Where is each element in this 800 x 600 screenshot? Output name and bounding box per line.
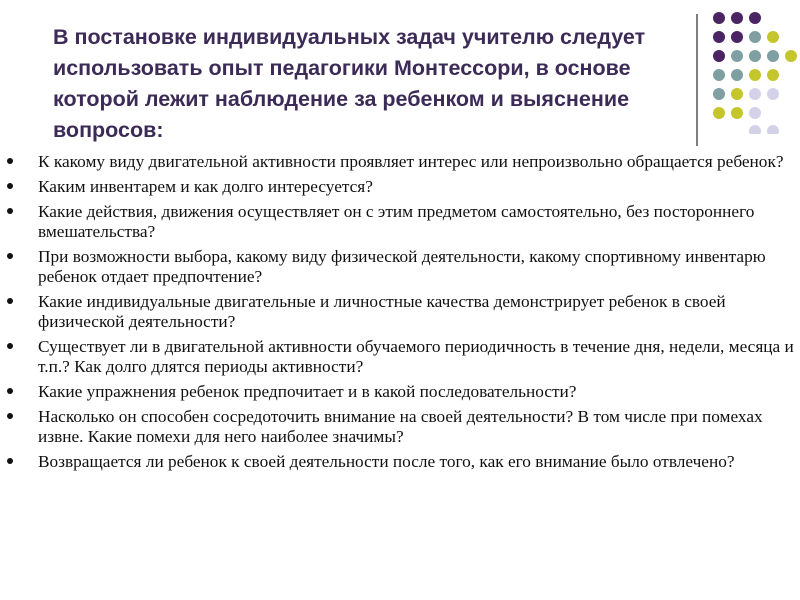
list-item xyxy=(0,202,800,242)
list-item xyxy=(0,452,800,472)
bullet-icon xyxy=(7,158,13,164)
list-item-text: Возвращается ли ребенок к своей деятельности после того, как его внимание было отвлечено? xyxy=(38,452,735,471)
bullet-icon xyxy=(7,208,13,214)
list-item-text: Существует ли в двигательной активности обучаемого периодичность в течение дня, недели, месяца и т.п.? Как долго длятся периоды активности? xyxy=(38,337,794,376)
bullet-icon xyxy=(7,183,13,189)
list-item-text: Каким инвентарем и как долго интересуется? xyxy=(38,177,373,196)
list-item-text: При возможности выбора, какому виду физической деятельности, какому спортивному инвентарю ребенок отдает предпочтение? xyxy=(38,247,766,286)
list-item-text: К какому виду двигательной активности проявляет интерес или непроизвольно обращается ребенок? xyxy=(38,152,784,171)
list-item-text: Какие индивидуальные двигательные и личностные качества демонстрирует ребенок в своей физической деятельности? xyxy=(38,292,726,331)
list-item xyxy=(0,337,800,377)
list-item-text: Какие действия, движения осуществляет он с этим предметом самостоятельно, без постороннего вмешательства? xyxy=(38,202,755,241)
bullet-icon xyxy=(7,343,13,349)
bullet-icon xyxy=(7,253,13,259)
list-item-text: Какие упражнения ребенок предпочитает и в какой последовательности? xyxy=(38,382,577,401)
list-item-text: Насколько он способен сосредоточить внимание на своей деятельности? В том числе при помехах извне. Какие помехи для него наиболее значимы? xyxy=(38,407,763,446)
bullet-icon xyxy=(7,413,13,419)
list-item xyxy=(0,152,800,172)
bullet-icon xyxy=(7,298,13,304)
bullet-icon xyxy=(7,458,13,464)
dot-grid-graphic xyxy=(708,10,800,134)
dot-grid-icon xyxy=(708,10,800,134)
list-item xyxy=(0,292,800,332)
question-list xyxy=(0,152,800,477)
bullet-icon xyxy=(7,388,13,394)
title-divider xyxy=(696,14,698,146)
list-item xyxy=(0,407,800,447)
list-item xyxy=(0,247,800,287)
list-item xyxy=(0,177,800,197)
list-item xyxy=(0,382,800,402)
slide-title: В постановке индивидуальных задач учителю следует использовать опыт педагогики Монтессори, в основе которой лежит наблюдение за ребенком и выяснение вопросов: xyxy=(53,25,646,143)
